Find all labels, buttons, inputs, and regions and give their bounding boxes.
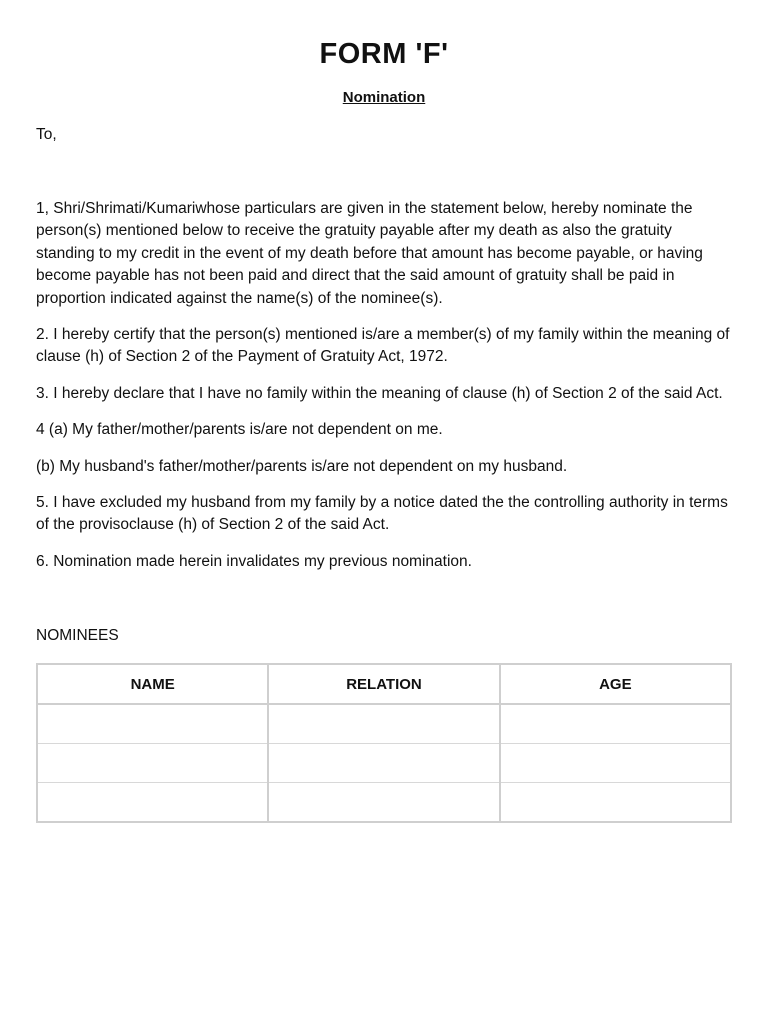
table-row bbox=[37, 704, 731, 744]
nominees-table bbox=[36, 663, 732, 823]
column-header-relation: RELATION bbox=[268, 664, 499, 704]
table-row bbox=[37, 744, 731, 783]
nominee-name-cell[interactable] bbox=[37, 744, 268, 783]
nominee-age-cell[interactable] bbox=[500, 744, 731, 783]
paragraph-6: 6. Nomination made herein invalidates my previous nomination. bbox=[36, 552, 472, 570]
form-subtitle: Nomination bbox=[342, 89, 426, 106]
nominees-label: NOMINEES bbox=[36, 627, 119, 645]
column-header-age: AGE bbox=[500, 664, 731, 704]
nominee-age-cell[interactable] bbox=[500, 783, 731, 823]
salutation: To, bbox=[36, 126, 57, 143]
form-title: FORM 'F' bbox=[319, 38, 449, 70]
paragraph-1: 1, Shri/Shrimati/Kumariwhose particulars are given in the statement below, hereby nominate the person(s) mentioned below to receive the gratuity payable after my death as also the gratuity standing to my credit in the event of my death before that amount has become payable, or having become payable has not been paid and direct that the said amount of gratuity shall be paid in proportion indicated against the name(s) of the nominee(s). bbox=[36, 200, 703, 307]
table-header-row bbox=[37, 664, 731, 704]
paragraph-4a: 4 (a) My father/mother/parents is/are not dependent on me. bbox=[36, 421, 443, 439]
table-row bbox=[37, 783, 731, 823]
paragraph-4b: (b) My husband's father/mother/parents is/are not dependent on my husband. bbox=[36, 457, 568, 475]
nominee-name-cell[interactable] bbox=[37, 783, 268, 823]
nominee-relation-cell[interactable] bbox=[268, 783, 499, 823]
column-header-name: NAME bbox=[37, 664, 268, 704]
nominee-age-cell[interactable] bbox=[500, 704, 731, 744]
paragraph-5: 5. I have excluded my husband from my family by a notice dated the the controlling authority in terms of the provisoclause (h) of Section 2 of the said Act. bbox=[36, 494, 728, 534]
nominee-relation-cell[interactable] bbox=[268, 744, 499, 783]
paragraph-2: 2. I hereby certify that the person(s) mentioned is/are a member(s) of my family within the meaning of clause (h) of Section 2 of the Payment of Gratuity Act, 1972. bbox=[36, 326, 730, 366]
nominee-name-cell[interactable] bbox=[37, 704, 268, 744]
paragraph-3: 3. I hereby declare that I have no family within the meaning of clause (h) of Section 2 of the said Act. bbox=[36, 384, 723, 402]
nominee-relation-cell[interactable] bbox=[268, 704, 499, 744]
